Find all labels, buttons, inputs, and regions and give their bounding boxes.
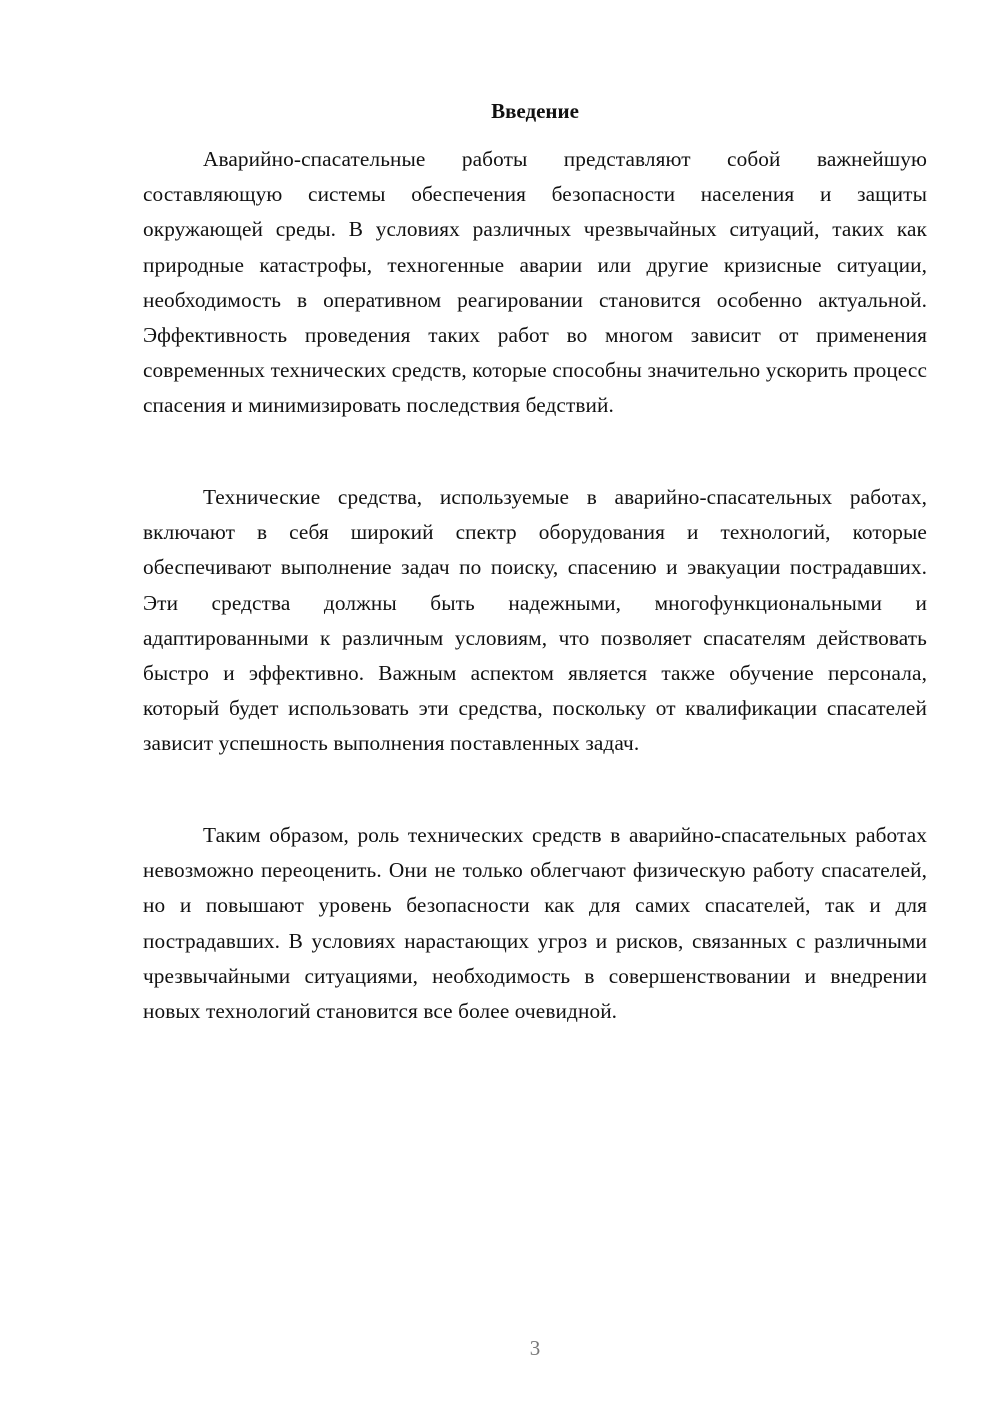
page-number: 3 (529, 1336, 541, 1360)
page-title: Введение (491, 99, 579, 123)
paragraph-2: Технические средства, используемые в аварийно-спасательных работах, включают в себя широкий спектр оборудования и технологий, которые обеспечивают выполнение задач по поиску, спасению и эвакуации пострадавших. Эти средства должны быть надежными, многофункциональными и адаптированными к различным условиям, что позволяет спасателям действовать быстро и эффективно. Важным аспектом является также обучение персонала, который будет использовать эти средства, поскольку от квалификации спасателей зависит успешность выполнения поставленных задач. (143, 485, 927, 756)
paragraph-3: Таким образом, роль технических средств в аварийно-спасательных работах невозможно переоценить. Они не только облегчают физическую работу спасателей, но и повышают уровень безопасности как для самих спасателей, так и для пострадавших. В условиях нарастающих угроз и рисков, связанных с различными чрезвычайными ситуациями, необходимость в совершенствовании и внедрении новых технологий становится все более очевидной. (143, 823, 927, 1024)
paragraph-1: Аварийно-спасательные работы представляют собой важнейшую составляющую системы обеспечения безопасности населения и защиты окружающей среды. В условиях различных чрезвычайных ситуаций, таких как природные катастрофы, техногенные аварии или другие кризисные ситуации, необходимость в оперативном реагировании становится особенно актуальной. Эффективность проведения таких работ во многом зависит от применения современных технических средств, которые способны значительно ускорить процесс спасения и минимизировать последствия бедствий. (143, 147, 927, 418)
